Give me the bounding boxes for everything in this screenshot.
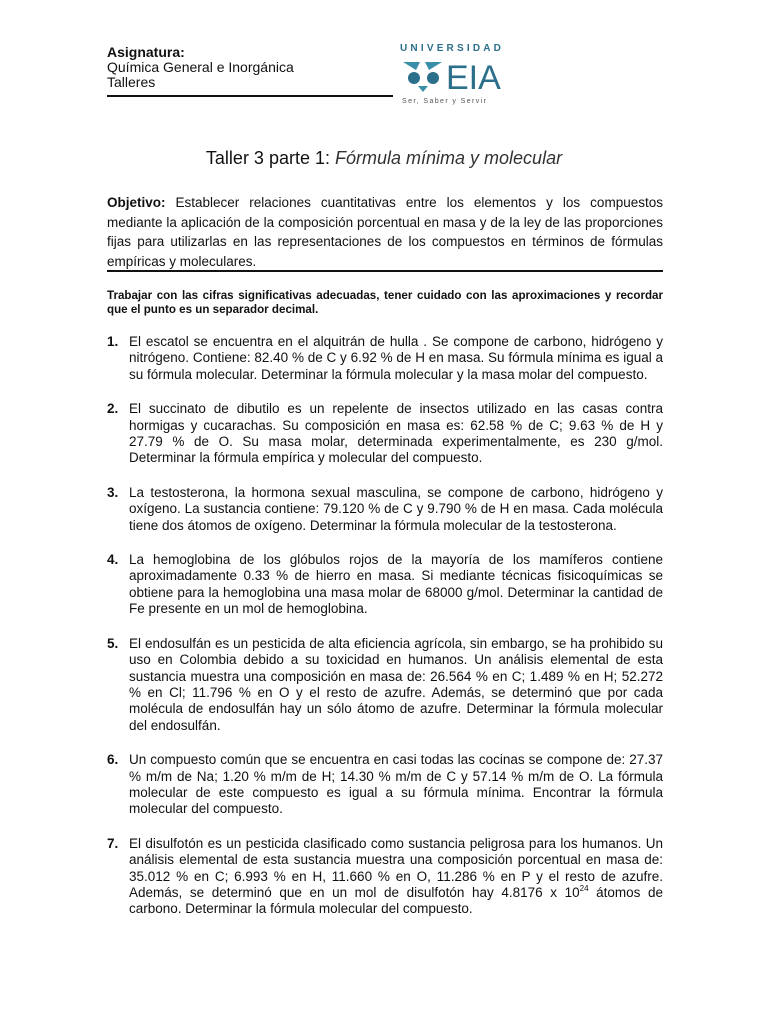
problem-text: El escatol se encuentra en el alquitrán de hulla . Se compone de carbono, hidrógeno y nitrógeno. Contiene: 82.40 % de C y 6.92 % de H en masa. Su fórmula mínima es igual a su fórmula molecular. Determinar la fórmula molecular y la masa molar del compuesto. [129, 334, 663, 382]
problem-number: 3. [107, 484, 119, 500]
header-divider [107, 95, 393, 97]
problem-item [107, 401, 663, 467]
instructions-note: Trabajar con las cifras significativas adecuadas, tener cuidado con las aproximaciones y recordar que el punto es un separador decimal. [107, 289, 663, 316]
problem-text-after: átomos de carbono. Determinar la fórmula molecular del compuesto. [129, 884, 664, 917]
problem-item [107, 836, 663, 918]
objective-label: Objetivo: [107, 195, 166, 210]
problem-number: 6. [107, 752, 119, 768]
course-section: Talleres [107, 74, 156, 90]
problem-number: 5. [107, 635, 119, 651]
problem-number: 7. [107, 835, 119, 851]
logo-top-text: UNIVERSIDAD [400, 43, 505, 54]
problem-item [107, 485, 663, 534]
title-topic: Fórmula mínima y molecular [335, 148, 563, 168]
title-prefix: Taller 3 parte 1: [205, 148, 330, 168]
problem-exponent: 24 [579, 883, 589, 893]
problem-text: Un compuesto común que se encuentra en casi todas las cocinas se compone de: 27.37 % m/m de Na; 1.20 % m/m de H; 14.30 % m/m de C y 57.14 % m/m de O. La fórmula molecular de este compuesto es igual a su fórmula mínima. Encontrar la fórmula molecular del compuesto. [129, 752, 663, 817]
problem-item [107, 552, 663, 618]
course-header [107, 44, 393, 90]
problem-text: La hemoglobina de los glóbulos rojos de la mayoría de los mamíferos contiene aproximadamente 0.33 % de hierro en masa. Si mediante técnicas fisicoquímicas se obtiene para la hemoglobina una masa molar de 68000 g/mol. Determinar la cantidad de Fe presente en un mol de hemoglobina. [129, 552, 663, 617]
logo-motto: Ser, Saber y Servir [402, 98, 488, 105]
objective-paragraph [107, 193, 663, 271]
problem-list [107, 334, 663, 918]
page-title [0, 148, 768, 169]
problem-number: 4. [107, 552, 119, 568]
section-divider [107, 270, 663, 272]
problem-item [107, 334, 663, 383]
problem-text-before: El disulfotón es un pesticida clasificado como sustancia peligrosa para los humanos. Un análisis elemental de esta sustancia muestra una composición porcentual en masa de: 35.012 % en C; 6.993 % en H, 11.660 % en O, 11.286 % en P y el resto de azufre. Además, se determinó que en un mol de disulfotón hay 4.8176 x 10 [129, 835, 663, 900]
logo-emblem-icon [400, 54, 520, 96]
problem-text: La testosterona, la hormona sexual masculina, se compone de carbono, hidrógeno y oxígeno. La sustancia contiene: 79.120 % de C y 9.790 % de H en masa. Cada molécula tiene dos átomos de oxígeno. Determinar la fórmula molecular de la testosterona. [129, 484, 663, 533]
university-logo [400, 40, 520, 110]
problem-number: 1. [107, 334, 119, 349]
problem-item [107, 636, 663, 734]
subject-label: Asignatura: [107, 44, 185, 60]
course-name: Química General e Inorgánica [107, 59, 294, 75]
problem-text: El endosulfán es un pesticida de alta eficiencia agrícola, sin embargo, se ha prohibido su uso en Colombia debido a su toxicidad en humanos. Un análisis elemental de esta sustancia muestra una composición en masa de: 26.564 % en C; 1.489 % en H; 52.272 % en Cl; 11.796 % en O y el resto de azufre. Además, se determinó que por cada molécula de endosulfán hay un sólo átomo de azufre. Determinar la fórmula molecular del endosulfán. [129, 635, 663, 733]
problem-text: El succinato de dibutilo es un repelente de insectos utilizado en las casas contra hormigas y cucarachas. Su composición en masa es: 62.58 % de C; 9.63 % de H y 27.79 % de O. Su masa molar, determinada experimentalmente, es 230 g/mol. Determinar la fórmula empírica y molecular del compuesto. [129, 401, 663, 466]
problem-number: 2. [107, 401, 119, 417]
objective-text: Establecer relaciones cuantitativas entre los elementos y los compuestos mediante la aplicación de la composición porcentual en masa y de la ley de las proporciones fijas para utilizarlas en las representaciones de los compuestos en términos de fórmulas empíricas y moleculares. [107, 195, 663, 269]
problem-item [107, 752, 663, 818]
logo-main-text: EIA [446, 59, 501, 96]
